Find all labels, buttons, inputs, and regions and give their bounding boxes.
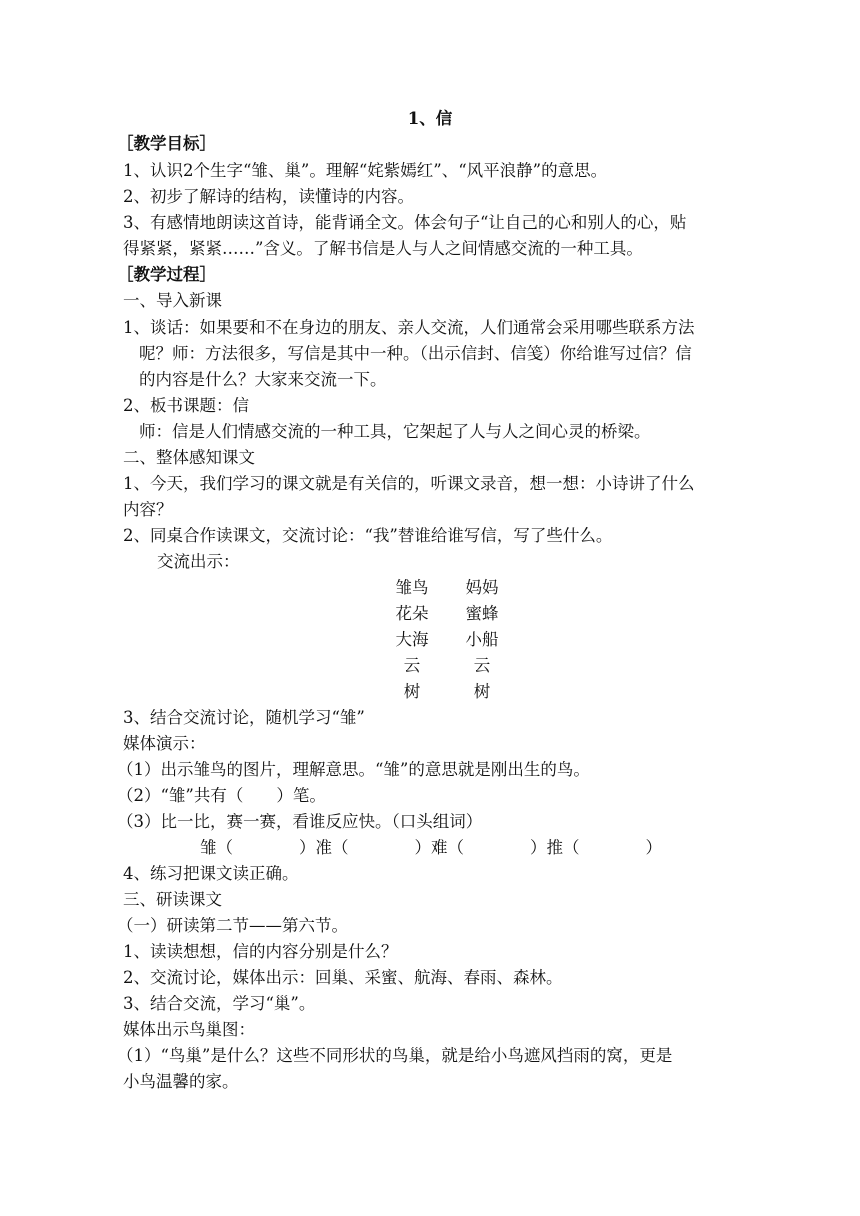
pair-row bbox=[387, 576, 517, 600]
pair-receiver: 蜜蜂 bbox=[465, 604, 499, 623]
text-line: 媒体演示： bbox=[123, 734, 206, 753]
goal-line: 3、有感情地朗读这首诗，能背诵全文。体会句子“让自己的心和别人的心，贴 bbox=[123, 213, 687, 232]
page-title: 1、信 bbox=[407, 109, 453, 128]
word-exercise: 雏（ ）准（ ）难（ ）推（ ） bbox=[200, 838, 662, 857]
text-line: （3）比一比，赛一赛，看谁反应快。（口头组词） bbox=[117, 812, 483, 831]
pair-sender: 树 bbox=[403, 682, 421, 701]
goals-heading: ［教学目标］ bbox=[117, 134, 216, 153]
process-heading: ［教学过程］ bbox=[117, 265, 216, 284]
text-line: 小鸟温馨的家。 bbox=[123, 1072, 239, 1091]
pair-row bbox=[387, 602, 517, 626]
pair-sender: 大海 bbox=[395, 630, 429, 649]
goal-line: 2、初步了解诗的结构，读懂诗的内容。 bbox=[123, 187, 414, 206]
text-line: 1、今天，我们学习的课文就是有关信的，听课文录音，想一想：小诗讲了什么 bbox=[123, 474, 695, 493]
section-heading: 一、导入新课 bbox=[123, 291, 222, 310]
goal-line: 1、认识2个生字“雏、巢”。理解“姹紫嫣红”、“风平浪静”的意思。 bbox=[123, 161, 608, 180]
text-line: 2、板书课题：信 bbox=[123, 396, 249, 415]
section-heading: 二、整体感知课文 bbox=[123, 448, 255, 467]
pair-receiver: 树 bbox=[473, 682, 491, 701]
text-line: （1）出示雏鸟的图片，理解意思。“雏”的意思就是刚出生的鸟。 bbox=[117, 760, 590, 779]
text-line: 1、读读想想，信的内容分别是什么？ bbox=[123, 942, 398, 961]
text-line: 师：信是人们情感交流的一种工具，它架起了人与人之间心灵的桥梁。 bbox=[139, 422, 651, 441]
text-line: 内容？ bbox=[123, 500, 173, 519]
text-line: 4、练习把课文读正确。 bbox=[123, 864, 299, 883]
pair-row bbox=[387, 654, 517, 678]
text-line: 2、交流讨论，媒体出示：回巢、采蜜、航海、春雨、森林。 bbox=[123, 968, 563, 987]
pair-receiver: 云 bbox=[473, 656, 491, 675]
pair-sender: 云 bbox=[403, 656, 421, 675]
text-line: （1）“鸟巢”是什么？这些不同形状的鸟巢，就是给小鸟遮风挡雨的窝，更是 bbox=[117, 1046, 673, 1065]
text-line: 呢？师：方法很多，写信是其中一种。（出示信封、信笺）你给谁写过信？信 bbox=[139, 344, 692, 363]
text-line: 3、结合交流讨论，随机学习“雏” bbox=[123, 708, 365, 727]
text-line: 交流出示： bbox=[157, 552, 240, 571]
pair-sender: 雏鸟 bbox=[395, 578, 429, 597]
goal-line: 得紧紧，紧紧……”含义。了解书信是人与人之间情感交流的一种工具。 bbox=[123, 239, 643, 258]
text-line: （2）“雏”共有（ ）笔。 bbox=[117, 786, 326, 805]
text-line: 3、结合交流，学习“巢”。 bbox=[123, 994, 316, 1013]
pair-row bbox=[387, 628, 517, 652]
pair-receiver: 妈妈 bbox=[465, 578, 499, 597]
section-heading: 三、研读课文 bbox=[123, 890, 222, 909]
text-line: 2、同桌合作读课文，交流讨论：“我”替谁给谁写信，写了些什么。 bbox=[123, 526, 613, 545]
text-line: 1、谈话：如果要和不在身边的朋友、亲人交流，人们通常会采用哪些联系方法 bbox=[123, 318, 695, 337]
pair-sender: 花朵 bbox=[395, 604, 429, 623]
text-line: （一）研读第二节——第六节。 bbox=[117, 916, 348, 935]
text-line: 媒体出示鸟巢图： bbox=[123, 1020, 255, 1039]
pair-receiver: 小船 bbox=[465, 630, 499, 649]
pair-row bbox=[387, 680, 517, 704]
text-line: 的内容是什么？大家来交流一下。 bbox=[139, 370, 387, 389]
